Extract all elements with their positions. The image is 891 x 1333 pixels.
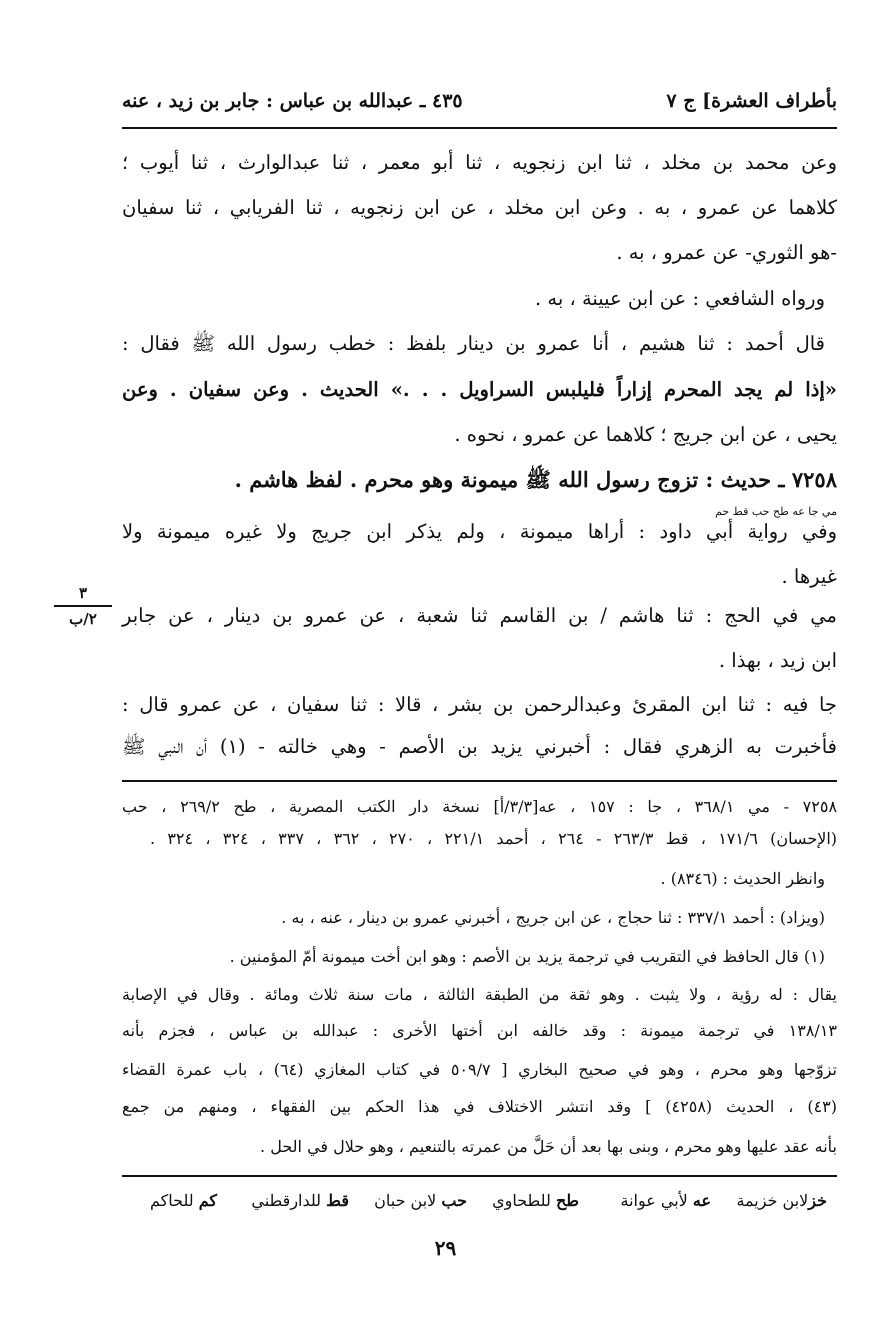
abbr-item xyxy=(492,1191,579,1210)
page-number: ٢٩ xyxy=(434,1236,457,1260)
abbr-code: عه xyxy=(692,1191,711,1210)
abbr-code: قط xyxy=(326,1191,349,1210)
margin-note-divider xyxy=(54,605,112,607)
footnote-line: يقال : له رؤية ، ولا يثبت . وهو ثقة من الطبقة الثالثة ، مات سنة ثلاث ومائة . وقال في الإصابة xyxy=(122,985,837,1004)
header-volume-title: بأطراف العشرة] ج ٧ xyxy=(666,90,837,112)
text-line: -هو الثوري- عن عمرو ، به . xyxy=(616,241,837,264)
abbr-text: للدارقطني xyxy=(251,1191,322,1210)
text-line: وفي رواية أبي داود : أراها ميمونة ، ولم يذكر ابن جريج ولا غيره ميمونة ولا xyxy=(122,520,837,543)
margin-note-top: ٣ xyxy=(78,584,88,602)
text-line: ابن زيد ، بهذا . xyxy=(718,649,837,672)
text-line: ورواه الشافعي : عن ابن عيينة ، به . xyxy=(534,287,825,310)
abbr-code: طح xyxy=(555,1191,579,1210)
text-line: وعن محمد بن مخلد ، ثنا ابن زنجويه ، ثنا أبو معمر ، ثنا عبدالوارث ، ثنا أيوب ؛ xyxy=(122,151,837,174)
hadith-sigla: مي جا عه طح حب قط حم xyxy=(715,505,837,518)
abbr-code: حب xyxy=(441,1191,467,1210)
abbr-item xyxy=(374,1191,467,1210)
abbr-item xyxy=(736,1191,827,1210)
abbr-text: لابن خزيمة xyxy=(736,1191,809,1210)
footnote-line: تزوّجها وهو محرم ، وهو في صحيح البخاري [ ٥٠٩/٧ في كتاب المغازي (٦٤) ، باب عمرة القضاء xyxy=(122,1060,838,1079)
abbr-text: لأبي عوانة xyxy=(620,1191,688,1210)
header-rule xyxy=(122,127,837,129)
footnote-line: (١) قال الحافظ في التقريب في ترجمة يزيد بن الأصم : وهو ابن أخت ميمونة أمّ المؤمنين . xyxy=(229,947,825,966)
footnote-rule xyxy=(122,780,837,782)
abbreviation-key xyxy=(122,1187,827,1217)
footnote-line: وانظر الحديث : (٨٣٤٦) . xyxy=(660,869,825,888)
running-header xyxy=(122,86,837,118)
footnote-line: ١٣٨/١٣ في ترجمة ميمونة : وقد خالفه ابن أختها الأخرى : عبدالله بن عباس ، فجزم بأنه xyxy=(122,1021,837,1040)
text-line: جا فيه : ثنا ابن المقرئ وعبدالرحمن بن بشر ، قالا : ثنا سفيان ، عن عمرو قال : xyxy=(122,693,837,716)
text-line: يحيى ، عن ابن جريج ؛ كلاهما عن عمرو ، نحوه . xyxy=(454,423,837,446)
margin-note-bottom: ٢/ب xyxy=(69,609,97,628)
footnote-line: (الإحسان) ١٧١/٦ ، قط ٢٦٣/٣ - ٢٦٤ ، أحمد ٢٢١/١ ، ٢٧٠ ، ٣٦٢ ، ٣٣٧ ، ٣٢٤ ، ٣٢٤ . xyxy=(150,829,838,848)
margin-folio-note xyxy=(54,584,112,628)
abbr-text: للطحاوي xyxy=(492,1191,551,1210)
text-line: غيرها . xyxy=(781,565,837,588)
abbr-item xyxy=(620,1191,711,1210)
text-line: كلاهما عن عمرو ، به . وعن ابن مخلد ، عن ابن زنجويه ، ثنا الفريابي ، ثنا سفيان xyxy=(122,196,837,219)
hadith-title: ٧٢٥٨ ـ حديث : تزوج رسول الله ﷺ ميمونة وهو محرم . لفظ هاشم . xyxy=(234,467,837,492)
footnote-line: (ويزاد) : أحمد ٣٣٧/١ : ثنا حجاج ، عن ابن جريج ، أخبرني عمرو بن دينار ، عنه ، به . xyxy=(281,908,825,927)
abbr-item xyxy=(251,1191,349,1210)
header-section-title: ٤٣٥ ـ عبدالله بن عباس : جابر بن زيد ، عنه xyxy=(122,90,463,112)
footnote-line: ٧٢٥٨ - مي ٣٦٨/١ ، جا : ١٥٧ ، عه[٣/٣/أ] نسخة دار الكتب المصرية ، طح ٢٦٩/٢ ، حب xyxy=(122,797,838,816)
abbr-text: لابن حبان xyxy=(374,1191,437,1210)
abbr-code: خز xyxy=(808,1191,827,1210)
footnote-line: (٤٣) ، الحديث (٤٢٥٨) ] وقد انتشر الاختلاف في هذا الحكم بين الفقهاء ، ومنهم من جمع xyxy=(122,1097,838,1116)
text-line: فأخبرت به الزهري فقال : أخبرني يزيد بن الأصم - وهي خالته - (١) أن النبي ﷺ xyxy=(122,735,837,758)
abbreviations-rule xyxy=(122,1175,837,1177)
text-line: مي في الحج : ثنا هاشم / بن القاسم ثنا شعبة ، عن عمرو بن دينار ، عن جابر xyxy=(122,604,837,627)
abbr-code: كم xyxy=(198,1191,217,1210)
footnote-line: بأنه عقد عليها وهو محرم ، وبنى بها بعد أن حَلَّ من عمرته بالتنعيم ، وهو حلال في الحل . xyxy=(260,1137,837,1156)
abbr-item xyxy=(150,1191,217,1210)
abbr-text: للحاكم xyxy=(150,1191,194,1210)
text-line: قال أحمد : ثنا هشيم ، أنا عمرو بن دينار بلفظ : خطب رسول الله ﷺ فقال : xyxy=(122,332,825,355)
text-line: «إذا لم يجد المحرم إزاراً فليلبس السراويل . . .» الحديث . وعن سفيان . وعن xyxy=(122,378,837,401)
